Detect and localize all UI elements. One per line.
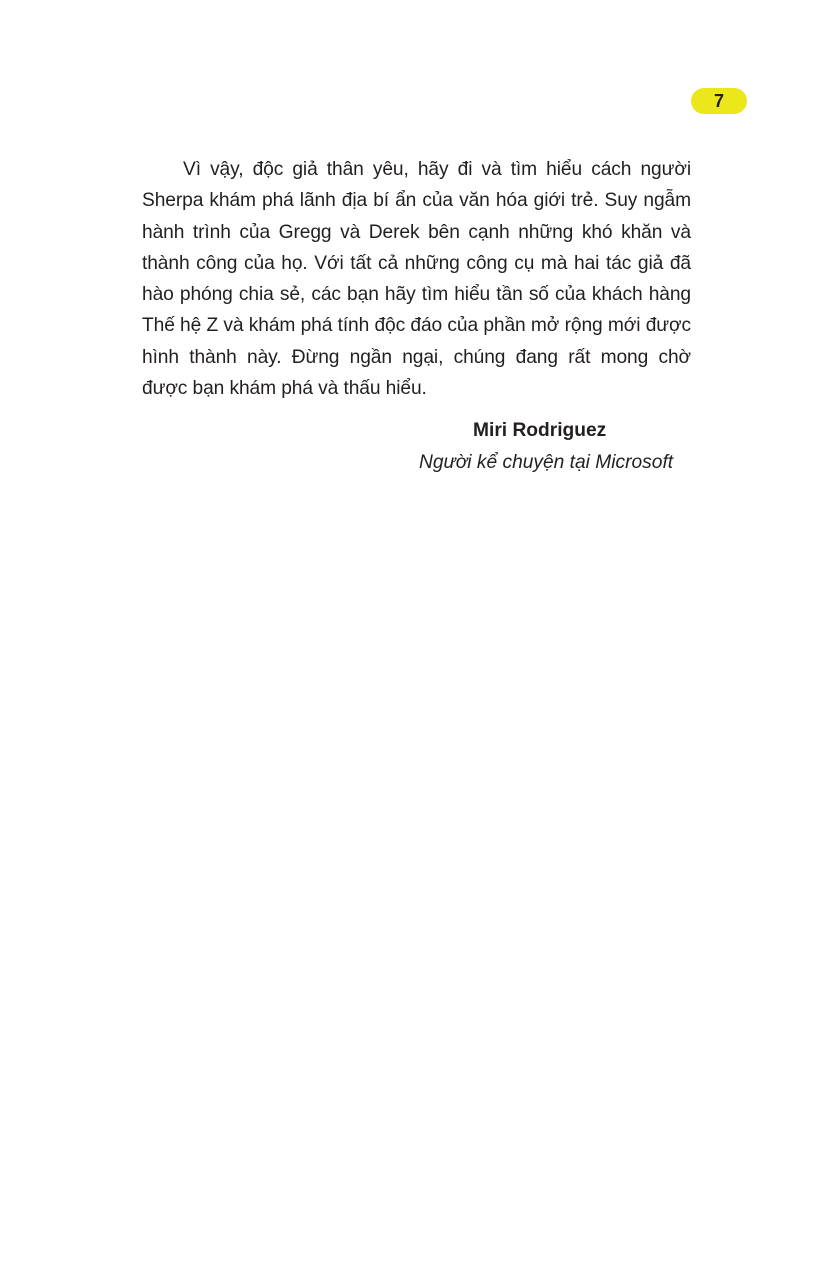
author-title: Người kể chuyện tại Microsoft [419,452,674,473]
body-paragraph: Vì vậy, độc giả thân yêu, hãy đi và tìm hiểu cách người Sherpa khám phá lãnh địa bí ẩn của văn hóa giới trẻ. Suy ngẫm hành trình của Gregg và Derek bên cạnh những khó khăn và thành công của họ. Với tất cả những công cụ mà hai tác giả đã hào phóng chia sẻ, các bạn hãy tìm hiểu tần số của khách hàng Thế hệ Z và khám phá tính độc đáo của phần mở rộng mới được hình thành này. Đừng ngần ngại, chúng đang rất mong chờ được bạn khám phá và thấu hiểu. [142,159,691,400]
page-number-badge: 7 [691,88,747,114]
author-name: Miri Rodriguez [473,420,607,441]
